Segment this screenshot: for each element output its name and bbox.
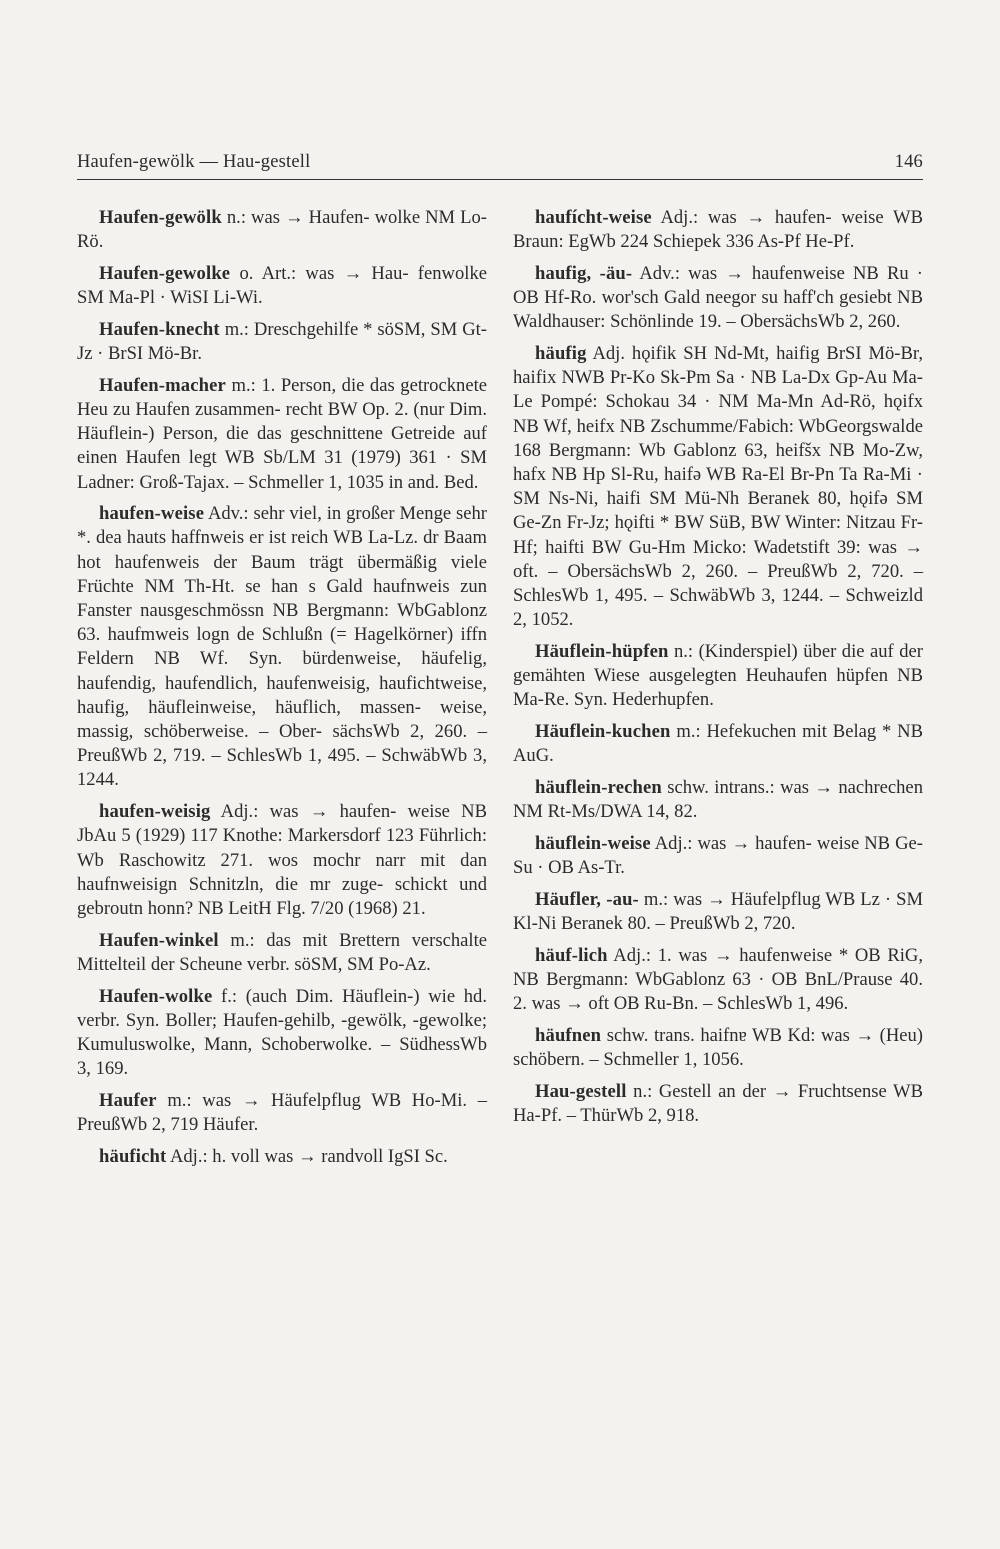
two-column-body [77,206,923,1177]
dictionary-entry [513,262,923,335]
dictionary-entry [77,502,487,792]
entry-body: Adj.: was → haufen- weise WB Braun: EgWb 224 Schiepek 336 As-Pf He-Pf. [513,207,923,253]
dictionary-entry [77,800,487,921]
entry-body: Adj.: was → haufen- weise NB JbAu 5 (1929) 117 Knothe: Markersdorf 123 Führlich: Wb Raschowitz 271. wos mochr narr mit dan haufnweisign Schnitzln, die mr zuge- schickt und gebroutn honn? NB LeitH Flg. 7/20 (1968) 21. [77,801,487,919]
running-title: Haufen-gewölk — Hau-gestell [77,152,311,172]
entry-body: m.: Hefekuchen mit Belag * NB AuG. [513,721,923,767]
headword: Häufler, -au- [535,888,639,910]
dictionary-entry [77,929,487,977]
dictionary-entry [513,206,923,254]
dictionary-entry [513,832,923,880]
dictionary-entry [513,1024,923,1072]
entry-body: Adj.: h. voll was → randvoll IgSI Sc. [166,1145,448,1167]
dictionary-entry [77,374,487,495]
right-column [513,206,923,1177]
headword: Hau-gestell [535,1080,627,1102]
entry-body: schw. intrans.: was → nachrechen NM Rt-Ms/DWA 14, 82. [513,776,923,823]
entry-body: m.: was → Häufelpflug WB Ho-Mi. – PreußWb 2, 719 Häufer. [77,1089,487,1136]
entry-body: m.: 1. Person, die das getrocknete Heu zu Haufen zusammen- recht BW Op. 2. (nur Dim. Häuflein-) Person, die das geschnittene Getreide auf einen Haufen legt WB Sb/LM 31 (1979) 361 · SM Ladner: Groß-Tajax. – Schmeller 1, 1035 in and. Bed. [77,374,487,493]
headword: Haufen-winkel [99,929,219,951]
entry-body: Adv.: was → haufenweise NB Ru · OB Hf-Ro. wor'sch Gald neegor su haff'ch gesiebt NB Waldhauser: Schönlinde 19. – ObersächsWb 2, 260. [513,262,923,333]
dictionary-entry [513,888,923,936]
entry-body: o. Art.: was → Hau- fenwolke SM Ma-Pl · WiSI Li-Wi. [77,262,487,309]
headword: häuf-lich [535,944,608,966]
headword: Haufen-knecht [99,318,220,340]
dictionary-entry [77,985,487,1082]
headword: häuficht [99,1145,167,1167]
headword: Haufen-gewölk [99,207,222,228]
dictionary-entry [513,1080,923,1128]
headword: Häuflein-hüpfen [535,640,669,662]
dictionary-entry [513,776,923,824]
entry-body: m.: das mit Brettern verschalte Mittelteil der Scheune verbr. söSM, SM Po-Az. [77,929,487,975]
dictionary-entry [77,1145,487,1169]
dictionary-entry [513,342,923,632]
entry-body: Adv.: sehr viel, in großer Menge sehr *. dea hauts haffnweis er ist reich WB La-Lz. dr Baam hot haufenweis der Baum trägt übermäßig viele Früchte NM Th-Ht. se han s Gald haufnweis zun Fanster nausgeschmössn NB Bergmann: WbGablonz 63. haufmweis logn de Schlußn (= Hagelkörner) iffn Feldern NB Wf. Syn. bürdenweise, häufelig, haufendig, haufendlich, haufenweisig, haufichtweise, haufig, häufleinweise, häuflich, massen- weise, massig, schöberweise. – Ober- sächsWb 2, 260. – PreußWb 2, 719. – SchlesWb 1, 495. – SchwäbWb 3, 1244. [77,503,487,791]
dictionary-entry [77,206,487,254]
dictionary-entry [77,318,487,366]
dictionary-entry [77,262,487,310]
headword: haufen-weisig [99,801,211,823]
left-column [77,206,487,1177]
dictionary-entry [513,720,923,768]
entry-body: m.: Dreschgehilfe * söSM, SM Gt-Jz · BrSI Mö-Br. [77,318,487,365]
entry-body: n.: was → Haufen- wolke NM Lo-Rö. [77,207,487,253]
running-header [77,152,923,180]
dictionary-entry [77,1089,487,1137]
dictionary-entry [513,944,923,1017]
headword: häuflein-rechen [535,776,662,798]
entry-body: f.: (auch Dim. Häuflein-) wie hd. verbr. Syn. Boller; Haufen-gehilb, -gewölk, -gewolke; Kumuluswolke, Mann, Schoberwolke. – SüdhessWb 3, 169. [77,985,487,1080]
headword: haufen-weise [99,503,205,525]
headword: Haufen-wolke [99,985,213,1007]
headword: haufig, -äu- [535,262,633,284]
headword: haufícht-weise [535,207,652,228]
headword: Häuflein-kuchen [535,721,671,743]
headword: Haufen-gewolke [99,262,231,284]
dictionary-entry [513,640,923,713]
page-number: 146 [894,152,923,172]
headword: Haufer [99,1089,157,1111]
entry-body: n.: Gestell an der → Fruchtsense WB Ha-Pf. – ThürWb 2, 918. [513,1080,923,1126]
headword: häufig [535,343,587,365]
entry-body: Adj. hǫifik SH Nd-Mt, haifig BrSI Mö-Br, haifix NWB Pr-Ko Sk-Pm Sa · NB La-Dx Gp-Au Ma-Le Pompé: Schokau 34 · NM Ma-Mn Ad-Rö, hǫifx NB Wf, heifx NB Zschumme/Fabich: WbGeorgswalde 168 Bergmann: Wb Gablonz 63, heifšx NB Mo-Zw, hafx NB Hp Sl-Ru, haifə WB Ra-El Br-Pn Ta Ra-Mi · SM Ns-Ni, haifi SM Mü-Nh Beranek 80, hǫifə SM Ge-Zn Fr-Jz; hǫifti * BW SüB, BW Winter: Nitzau Fr-Hf; haifti BW Gu-Hm Micko: Wadetstift 39: was → oft. – ObersächsWb 2, 260. – PreußWb 2, 720. – SchlesWb 1, 495. – SchwäbWb 3, 1244. – Schweizld 2, 1052. [513,343,923,631]
headword: häuflein-weise [535,832,651,854]
entry-body: m.: was → Häufelpflug WB Lz · SM Kl-Ni Beranek 80. – PreußWb 2, 720. [513,888,923,934]
entry-body: schw. trans. haifnɐ WB Kd: was → (Heu) schöbern. – Schmeller 1, 1056. [513,1024,923,1070]
headword: häufnen [535,1024,602,1046]
headword: Haufen-macher [99,374,226,396]
entry-body: Adj.: 1. was → haufenweise * OB RiG, NB Bergmann: WbGablonz 63 · OB BnL/Prause 40. 2. was → oft OB Ru-Bn. – SchlesWb 1, 496. [513,944,923,1015]
entry-body: Adj.: was → haufen- weise NB Ge-Su · OB As-Tr. [513,832,923,879]
entry-body: n.: (Kinderspiel) über die auf der gemähten Wiese ausgelegten Heuhaufen hüpfen NB Ma-Re. Syn. Hederhupfen. [513,640,923,711]
